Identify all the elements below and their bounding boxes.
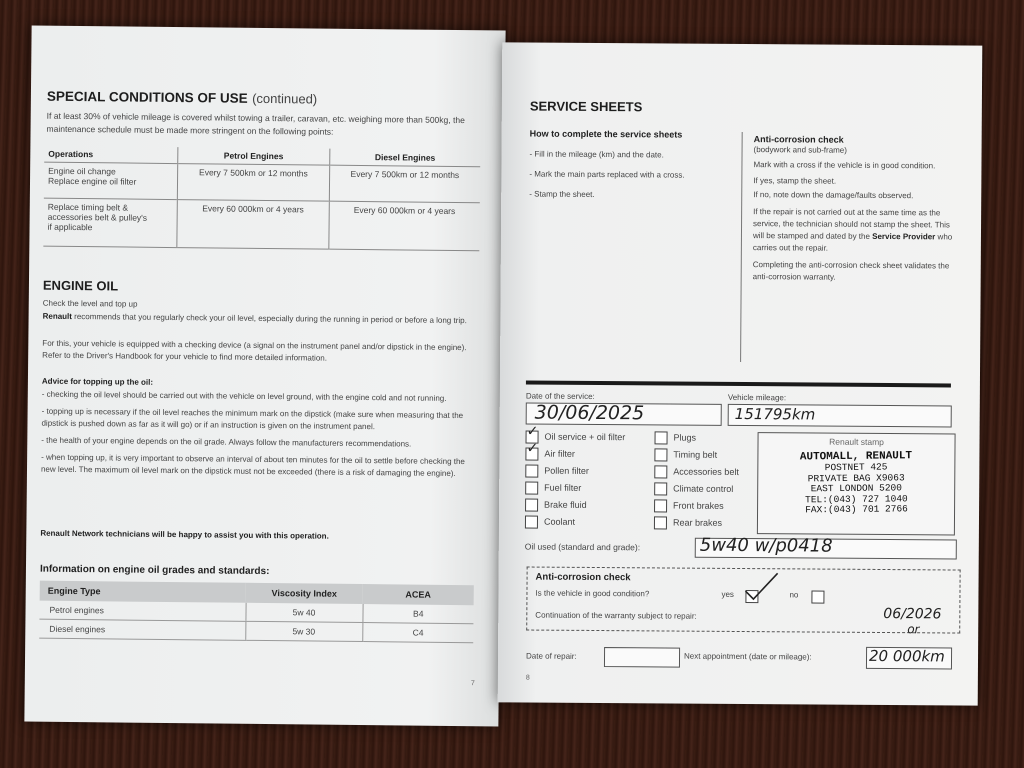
checklist-label: Brake fluid (544, 499, 587, 510)
checklist-item[interactable] (525, 497, 625, 515)
anti-title: Anti-corrosion check (753, 134, 844, 145)
table-cell: Every 7 500km or 12 months (329, 165, 480, 203)
anti-para: If no, note down the damage/faults observed. (753, 190, 914, 201)
stamp-line: TEL:(043) 727 1040 (805, 492, 908, 505)
yes-checkmark-icon (741, 571, 781, 601)
advice-title: Advice for topping up the oil: (41, 376, 154, 387)
engine-oil-p1-text: recommends that you regularly check your oil level, especially during the running in period or before a long trip. (74, 311, 467, 326)
checkbox[interactable] (655, 432, 668, 445)
repair-date-field[interactable] (604, 647, 680, 668)
how-title: How to complete the service sheets (529, 128, 683, 140)
anti-para: If yes, stamp the sheet. (753, 176, 837, 186)
check-mark-icon: ✓ (526, 423, 539, 440)
network-note: Renault Network technicians will be happy to assist you with this operation. (40, 528, 329, 541)
table-header: Diesel Engines (329, 149, 480, 167)
checkbox[interactable] (654, 449, 667, 462)
checklist-label: Coolant (543, 516, 576, 527)
checklist-label: Air filter (544, 448, 575, 459)
how-list (529, 149, 719, 202)
oil-field[interactable] (695, 534, 957, 560)
checkbox[interactable] (654, 517, 667, 530)
checklist-label: Front brakes (673, 500, 724, 511)
table-cell: 5w 40 (245, 603, 362, 623)
right-page (498, 42, 983, 705)
anti-corrosion-check-box (526, 567, 960, 637)
checklist-item[interactable] (654, 429, 739, 447)
advice-list (41, 389, 474, 486)
checklist-item[interactable] (525, 440, 625, 464)
checkbox[interactable] (525, 499, 538, 512)
mileage-field[interactable] (728, 404, 952, 428)
anti-box-question: Is the vehicle in good condition? (535, 588, 650, 599)
checkbox[interactable] (654, 483, 667, 496)
checklist-label: Rear brakes (672, 517, 723, 528)
list-item: - topping up is necessary if the oil level reaches the minimum mark on the dipstick (make sure when measuring that the dipstick is pushed down as far as it will go) or if an instruction is given on the instrument panel. (41, 406, 464, 432)
special-conditions-heading (47, 88, 487, 111)
check-mark-icon: ✓ (526, 440, 539, 457)
checklist-label: Timing belt (673, 449, 718, 460)
checklist-item[interactable] (525, 514, 625, 532)
renault-bold: Renault (42, 311, 73, 321)
checklist-column-2 (654, 429, 739, 532)
checklist-item[interactable] (525, 463, 625, 481)
continuation-label: Continuation of the warranty subject to repair: (535, 610, 697, 621)
anti-para-4-end: who carries out the repair. (752, 232, 953, 253)
checklist-item[interactable] (525, 480, 625, 498)
table-cell: 5w 30 (245, 621, 362, 641)
next-appointment-value: 20 000km (868, 646, 945, 666)
list-item: - checking the oil level should be carried out with the vehicle on level ground, with the engine cold and not running. (41, 389, 447, 403)
continuation-or: or (907, 622, 920, 637)
list-item: - the health of your engine depends on the oil grade. Always follow the manufacturers recommendations. (41, 435, 412, 449)
checklist-label: Accessories belt (673, 466, 739, 477)
renault-stamp-box (757, 432, 956, 535)
table-cell: Replace timing belt & accessories belt & pulley's if applicable (47, 201, 148, 233)
stamp-line: AUTOMALL, RENAULT (799, 450, 913, 464)
table-row (39, 619, 473, 643)
checkbox[interactable] (525, 465, 538, 478)
anti-para: Mark with a cross if the vehicle is in good condition. (753, 160, 936, 171)
checklist-item[interactable] (654, 463, 739, 481)
checklist-item[interactable] (654, 446, 739, 464)
checklist-label: Oil service + oil filter (544, 431, 626, 443)
mileage-value: 151795km (734, 404, 816, 424)
table-header: Engine Type (40, 581, 246, 603)
stamp-line: POSTNET 425 (824, 461, 888, 474)
table-cell: Every 60 000km or 4 years (177, 200, 329, 250)
column-divider (740, 132, 743, 362)
checklist-item[interactable] (525, 423, 626, 447)
table-cell: Every 60 000km or 4 years (328, 201, 479, 251)
special-title-suffix: (continued) (252, 90, 318, 107)
checklist-column-1 (525, 423, 626, 532)
checkbox[interactable] (654, 500, 667, 513)
page-number: 8 (525, 674, 530, 682)
engine-oil-title: ENGINE OIL (42, 277, 119, 294)
table-cell: Every 7 500km or 12 months (177, 164, 329, 202)
stamp-line: PRIVATE BAG X9063 (807, 471, 905, 484)
table-header: Petrol Engines (178, 147, 330, 165)
engine-oil-sub: Check the level and top up (42, 298, 138, 309)
table-header: ACEA (363, 584, 474, 605)
table-row (44, 162, 480, 203)
no-checkbox[interactable] (811, 591, 824, 604)
table-cell: C4 (362, 623, 473, 643)
dealer-stamp (758, 450, 955, 517)
stamp-line: FAX:(043) 701 2766 (805, 503, 908, 516)
special-intro: If at least 30% of vehicle mileage is covered whilst towing a trailer, caravan, etc. weighing more than 500kg, the maintenance schedule must be made more stringent on the following points: (46, 110, 465, 137)
no-label: no (789, 590, 799, 600)
stamp-label: Renault stamp (829, 436, 884, 448)
anti-sub: (bodywork and sub-frame) (753, 145, 847, 155)
checklist-label: Climate control (673, 483, 734, 494)
anti-para: Completing the anti-corrosion check sheet validates the anti-corrosion warranty. (752, 260, 950, 282)
anti-para (753, 206, 953, 255)
date-value: 30/06/2025 (534, 401, 645, 425)
list-item: - when topping up, it is very important to observe an interval of about ten minutes for the oil to settle before checking the new level. The maximum oil level mark on the dipstick must not be exceeded (there is a risk of damaging the engine). (40, 452, 465, 479)
date-label: Date of the service: (525, 391, 595, 401)
repair-label: Date of repair: (525, 651, 577, 661)
next-appointment-label: Next appointment (date or mileage): (683, 651, 812, 662)
checklist-label: Plugs (673, 432, 697, 443)
table-cell: Petrol engines (39, 601, 245, 622)
stamp-line: EAST LONDON 5200 (810, 482, 902, 495)
table-cell: Engine oil change Replace engine oil filter (47, 165, 137, 187)
checkbox[interactable] (525, 482, 538, 495)
checklist-label: Pollen filter (544, 465, 589, 476)
left-page (24, 26, 505, 727)
checklist-item[interactable] (654, 480, 739, 498)
yes-label: yes (721, 589, 734, 599)
mileage-label: Vehicle mileage: (727, 392, 787, 403)
continuation-value: 06/2026 (883, 606, 942, 623)
conditions-table (43, 146, 480, 252)
table-row (43, 198, 479, 251)
checkbox[interactable] (525, 516, 538, 529)
date-field[interactable] (526, 403, 722, 426)
grades-table (39, 581, 474, 644)
checkbox[interactable] (525, 440, 539, 461)
table-header: Operations (48, 148, 94, 160)
list-item: - Fill in the mileage (km) and the date. (529, 149, 664, 160)
list-item: - Stamp the sheet. (529, 189, 595, 199)
table-cell: B4 (362, 604, 473, 624)
next-appointment-field[interactable] (866, 647, 952, 670)
special-title: SPECIAL CONDITIONS OF USE (46, 88, 248, 106)
checkbox[interactable] (654, 466, 667, 479)
table-cell: Diesel engines (39, 619, 245, 640)
service-sheets-title: SERVICE SHEETS (529, 98, 643, 115)
engine-oil-paragraph-2: For this, your vehicle is equipped with a checking device (a signal on the instrument panel and/or dipstick in the engine). Refer to the Driver's Handbook for your vehicle to find more detailed information. (42, 338, 467, 363)
checklist-item[interactable] (654, 514, 739, 532)
checklist-item[interactable] (654, 497, 739, 515)
table-header: Viscosity Index (246, 583, 363, 604)
anti-para-4-text: If the repair is not carried out at the same time as the service, the technician should not stamp the sheet. This will be stamped and dated by the (752, 207, 950, 241)
anti-corrosion-info (753, 134, 954, 284)
oil-value: 5w40 w/p0418 (699, 534, 833, 557)
grades-title: Information on engine oil grades and standards: (39, 563, 270, 578)
oil-label: Oil used (standard and grade): (524, 541, 641, 553)
service-provider-bold: Service Provider (872, 231, 936, 242)
checklist-label: Fuel filter (544, 482, 582, 493)
form-top-rule (526, 381, 951, 388)
page-number: 7 (470, 680, 475, 688)
anti-box-title: Anti-corrosion check (535, 571, 631, 584)
list-item: - Mark the main parts replaced with a cross. (529, 169, 685, 180)
